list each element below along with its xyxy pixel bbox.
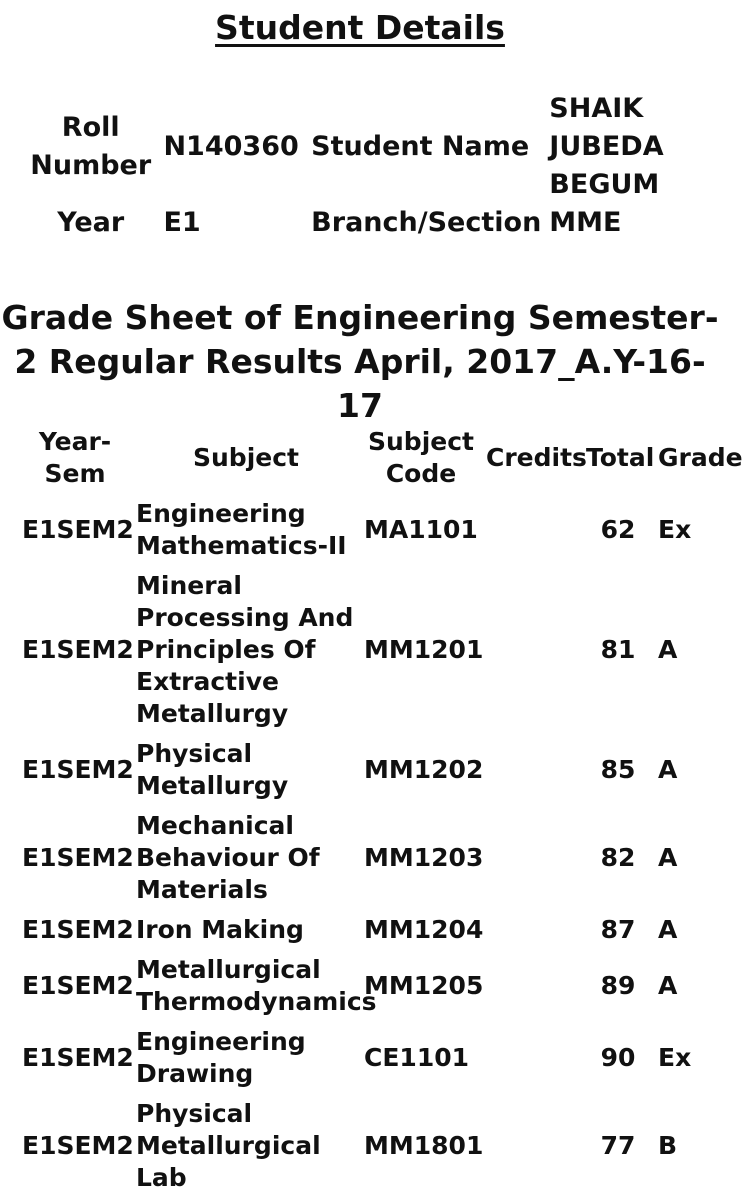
row-total: 87 (600, 915, 636, 944)
row-credits (482, 734, 582, 806)
row-grade: B (658, 1131, 678, 1160)
row-total: 77 (600, 1131, 636, 1160)
details-row-1 (22, 90, 720, 204)
row-total: 90 (600, 1043, 636, 1072)
row-subject-code: MM1204 (364, 915, 484, 944)
year-value: E1 (163, 207, 201, 238)
row-grade: Ex (658, 515, 692, 544)
row-year-sem: E1SEM2 (22, 1131, 134, 1160)
row-subject-code: MM1202 (364, 755, 484, 784)
details-row-2 (22, 204, 720, 242)
row-grade: A (658, 843, 678, 872)
row-subject-code: CE1101 (364, 1043, 470, 1072)
row-year-sem: E1SEM2 (22, 1043, 134, 1072)
row-subject-code: MA1101 (364, 515, 478, 544)
row-subject: Iron Making (136, 915, 304, 944)
row-total: 62 (600, 515, 636, 544)
row-credits (482, 566, 582, 734)
row-subject-code: MM1203 (364, 843, 484, 872)
table-row (18, 734, 748, 806)
header-credits: Credits (486, 443, 587, 472)
row-year-sem: E1SEM2 (22, 915, 134, 944)
row-total: 89 (600, 971, 636, 1000)
row-grade: A (658, 915, 678, 944)
year-label: Year (57, 207, 125, 238)
table-row (18, 1094, 748, 1198)
row-total: 85 (600, 755, 636, 784)
grades-table (18, 422, 748, 1198)
row-year-sem: E1SEM2 (22, 635, 134, 664)
row-grade: A (658, 635, 678, 664)
row-subject-code: MM1205 (364, 971, 484, 1000)
row-subject: Metallurgical Thermodynamics (136, 955, 377, 1016)
row-credits (482, 910, 582, 950)
row-subject: Mechanical Behaviour Of Materials (136, 811, 320, 904)
student-name-value: SHAIK JUBEDA BEGUM (549, 93, 664, 200)
roll-number-value: N140360 (163, 131, 299, 162)
table-row (18, 1022, 748, 1094)
row-grade: Ex (658, 1043, 692, 1072)
page-title: Student Details (215, 8, 505, 47)
header-total: Total (586, 443, 655, 472)
header-subject-code: Subject Code (368, 427, 474, 488)
row-total: 82 (600, 843, 636, 872)
row-grade: A (658, 755, 678, 784)
table-row (18, 566, 748, 734)
row-total: 81 (600, 635, 636, 664)
row-year-sem: E1SEM2 (22, 515, 134, 544)
row-year-sem: E1SEM2 (22, 971, 134, 1000)
row-credits (482, 1022, 582, 1094)
table-row (18, 950, 748, 1022)
row-credits (482, 806, 582, 910)
row-subject: Physical Metallurgy (136, 739, 289, 800)
row-subject: Engineering Drawing (136, 1027, 306, 1088)
row-year-sem: E1SEM2 (22, 755, 134, 784)
grades-header-row (18, 422, 748, 494)
row-credits (482, 950, 582, 1022)
row-credits (482, 1094, 582, 1198)
row-subject: Physical Metallurgical Lab (136, 1099, 321, 1192)
branch-section-label: Branch/Section (311, 207, 542, 238)
table-row (18, 806, 748, 910)
table-row (18, 494, 748, 566)
student-details-table (22, 90, 720, 242)
row-subject-code: MM1801 (364, 1131, 484, 1160)
row-grade: A (658, 971, 678, 1000)
row-subject-code: MM1201 (364, 635, 484, 664)
row-credits (482, 494, 582, 566)
table-row (18, 910, 748, 950)
roll-number-label: Roll Number (30, 112, 152, 181)
row-year-sem: E1SEM2 (22, 843, 134, 872)
header-year-sem: Year-Sem (38, 427, 112, 488)
header-grade: Grade (658, 443, 743, 472)
header-subject: Subject (193, 443, 299, 472)
row-subject: Engineering Mathematics-II (136, 499, 347, 560)
branch-section-value: MME (549, 207, 622, 238)
grade-sheet-title: Grade Sheet of Engineering Semester-2 Regular Results April, 2017_A.Y-16-17 (1, 298, 719, 425)
student-name-label: Student Name (311, 131, 530, 162)
row-subject: Mineral Processing And Principles Of Extractive Metallurgy (136, 571, 354, 728)
